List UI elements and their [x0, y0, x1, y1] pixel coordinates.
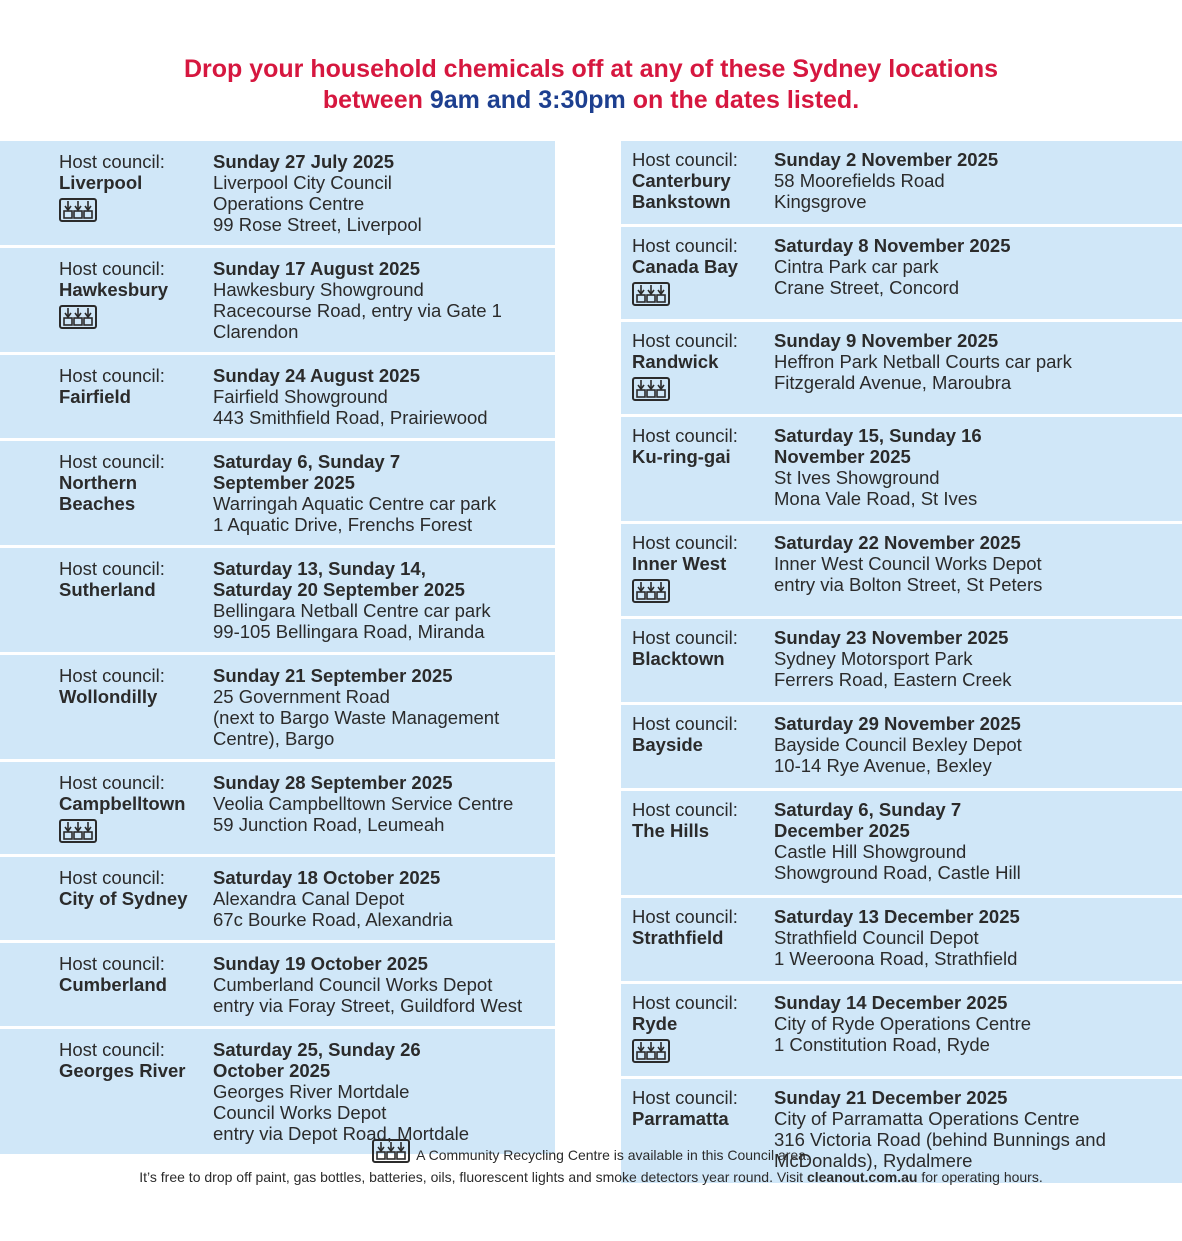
event-address-line: Bellingara Netball Centre car park: [213, 600, 491, 621]
host-council-cell: [59, 665, 209, 707]
council-name: The Hills: [632, 820, 710, 841]
host-council-cell: [59, 772, 209, 844]
council-name: Northern: [59, 472, 138, 493]
host-council-label: Host council:: [59, 451, 165, 472]
community-recycling-centre-icon: [59, 197, 97, 223]
left-column: [0, 141, 555, 1157]
host-council-cell: [59, 365, 209, 407]
host-council-label: Host council:: [632, 906, 738, 927]
council-name: Beaches: [59, 493, 136, 514]
location-row: [0, 655, 555, 762]
event-address-line: 99 Rose Street, Liverpool: [213, 214, 422, 235]
event-date: Saturday 20 September 2025: [213, 579, 465, 600]
event-address-line: Operations Centre: [213, 193, 365, 214]
host-council-cell: [59, 867, 209, 909]
council-name: Fairfield: [59, 386, 131, 407]
event-date: Sunday 9 November 2025: [774, 330, 999, 351]
host-council-label: Host council:: [59, 772, 165, 793]
event-date: Sunday 27 July 2025: [213, 151, 394, 172]
host-council-label: Host council:: [59, 953, 165, 974]
event-details-cell: [774, 425, 1174, 509]
host-council-cell: [59, 1039, 209, 1081]
host-council-cell: [632, 330, 772, 402]
host-council-label: Host council:: [632, 713, 738, 734]
event-address-line: Cumberland Council Works Depot: [213, 974, 493, 995]
council-name: Blacktown: [632, 648, 725, 669]
host-council-cell: [59, 953, 209, 995]
event-details-cell: [213, 867, 549, 930]
event-address-line: Sydney Motorsport Park: [774, 648, 973, 669]
event-details-cell: [774, 992, 1174, 1055]
location-row: [621, 141, 1182, 227]
event-address-line: Crane Street, Concord: [774, 277, 960, 298]
host-council-label: Host council:: [59, 151, 165, 172]
council-name: Ku-ring-gai: [632, 446, 731, 467]
community-recycling-centre-icon: [632, 578, 670, 604]
host-council-cell: [59, 151, 209, 223]
host-council-label: Host council:: [632, 149, 738, 170]
event-details-cell: [213, 953, 549, 1016]
location-row: [621, 898, 1182, 984]
event-date: Saturday 22 November 2025: [774, 532, 1021, 553]
event-address-line: 316 Victoria Road (behind Bunnings and: [774, 1129, 1106, 1150]
host-council-label: Host council:: [632, 1087, 738, 1108]
host-council-cell: [59, 258, 209, 330]
host-council-label: Host council:: [632, 627, 738, 648]
event-date: Sunday 14 December 2025: [774, 992, 1008, 1013]
host-council-label: Host council:: [59, 258, 165, 279]
event-address-line: Centre), Bargo: [213, 728, 335, 749]
event-date: November 2025: [774, 446, 911, 467]
host-council-cell: [632, 799, 772, 841]
event-address-line: Clarendon: [213, 321, 299, 342]
location-row: [621, 791, 1182, 898]
community-recycling-centre-icon: [632, 376, 670, 402]
location-row: [621, 705, 1182, 791]
event-date: Sunday 21 December 2025: [774, 1087, 1008, 1108]
host-council-label: Host council:: [59, 1039, 165, 1060]
event-details-cell: [213, 1039, 549, 1144]
event-date: Saturday 6, Sunday 7: [213, 451, 401, 472]
event-address-line: 1 Aquatic Drive, Frenchs Forest: [213, 514, 473, 535]
heading-line-2-after: on the dates listed.: [625, 86, 860, 114]
community-recycling-centre-icon: [59, 818, 97, 844]
community-recycling-centre-icon: [632, 1038, 670, 1064]
community-recycling-centre-icon: [632, 281, 670, 307]
heading-time: 9am and 3:30pm: [429, 86, 626, 114]
event-date: September 2025: [213, 472, 355, 493]
event-details-cell: [213, 558, 549, 642]
event-date: Sunday 17 August 2025: [213, 258, 420, 279]
page-heading: [0, 54, 1182, 116]
location-row: [621, 417, 1182, 524]
event-address-line: Strathfield Council Depot: [774, 927, 979, 948]
council-name: City of Sydney: [59, 888, 188, 909]
event-address-line: Alexandra Canal Depot: [213, 888, 405, 909]
event-details-cell: [774, 627, 1174, 690]
host-council-cell: [632, 906, 772, 948]
event-address-line: Inner West Council Works Depot: [774, 553, 1042, 574]
event-address-line: Cintra Park car park: [774, 256, 939, 277]
council-name: Liverpool: [59, 172, 143, 193]
council-name: Parramatta: [632, 1108, 729, 1129]
event-date: Sunday 21 September 2025: [213, 665, 453, 686]
event-details-cell: [213, 451, 549, 535]
event-address-line: 25 Government Road: [213, 686, 390, 707]
event-date: Sunday 28 September 2025: [213, 772, 453, 793]
event-address-line: 1 Constitution Road, Ryde: [774, 1034, 990, 1055]
footer-info: [0, 1167, 1182, 1187]
event-date: Saturday 18 October 2025: [213, 867, 441, 888]
event-address-line: 10-14 Rye Avenue, Bexley: [774, 755, 992, 776]
footer-info-after: for operating hours.: [917, 1169, 1043, 1185]
event-date: Saturday 15, Sunday 16: [774, 425, 982, 446]
event-address-line: 59 Junction Road, Leumeah: [213, 814, 445, 835]
event-date: Saturday 6, Sunday 7: [774, 799, 962, 820]
event-address-line: Castle Hill Showground: [774, 841, 967, 862]
event-address-line: Council Works Depot: [213, 1102, 387, 1123]
heading-line-2: [0, 85, 1182, 116]
council-name: Wollondilly: [59, 686, 158, 707]
host-council-cell: [632, 713, 772, 755]
event-address-line: St Ives Showground: [774, 467, 940, 488]
host-council-cell: [632, 235, 772, 307]
event-address-line: Bayside Council Bexley Depot: [774, 734, 1022, 755]
event-address-line: City of Parramatta Operations Centre: [774, 1108, 1080, 1129]
event-details-cell: [774, 906, 1174, 969]
event-details-cell: [774, 713, 1174, 776]
event-address-line: Racecourse Road, entry via Gate 1: [213, 300, 502, 321]
host-council-label: Host council:: [632, 330, 738, 351]
heading-line-2-before: between: [322, 86, 430, 114]
location-row: [0, 943, 555, 1029]
event-details-cell: [213, 365, 549, 428]
event-address-line: 67c Bourke Road, Alexandria: [213, 909, 453, 930]
event-address-line: entry via Foray Street, Guildford West: [213, 995, 523, 1016]
event-address-line: 99-105 Bellingara Road, Miranda: [213, 621, 485, 642]
community-recycling-centre-icon: [59, 304, 97, 330]
host-council-label: Host council:: [59, 867, 165, 888]
event-address-line: Fitzgerald Avenue, Maroubra: [774, 372, 1012, 393]
heading-line-1: Drop your household chemicals off at any of these Sydney locations: [183, 55, 999, 83]
host-council-cell: [632, 425, 772, 467]
right-column: [621, 141, 1182, 1186]
host-council-cell: [632, 627, 772, 669]
event-address-line: Showground Road, Castle Hill: [774, 862, 1021, 883]
council-name: Cumberland: [59, 974, 167, 995]
event-date: Saturday 8 November 2025: [774, 235, 1011, 256]
event-address-line: entry via Bolton Street, St Peters: [774, 574, 1043, 595]
location-row: [0, 441, 555, 548]
footer-crc-note: [0, 1139, 1182, 1168]
event-date: October 2025: [213, 1060, 331, 1081]
location-row: [0, 141, 555, 248]
event-date: Saturday 25, Sunday 26: [213, 1039, 421, 1060]
host-council-cell: [632, 149, 772, 212]
host-council-label: Host council:: [632, 992, 738, 1013]
event-address-line: City of Ryde Operations Centre: [774, 1013, 1032, 1034]
event-details-cell: [774, 235, 1174, 298]
event-address-line: Liverpool City Council: [213, 172, 392, 193]
event-date: Saturday 13, Sunday 14,: [213, 558, 426, 579]
event-details-cell: [774, 330, 1174, 393]
council-name: Inner West: [632, 553, 727, 574]
event-date: Saturday 13 December 2025: [774, 906, 1020, 927]
council-name: Georges River: [59, 1060, 186, 1081]
council-name: Ryde: [632, 1013, 678, 1034]
event-date: December 2025: [774, 820, 910, 841]
footer-link[interactable]: cleanout.com.au: [806, 1169, 918, 1185]
location-row: [0, 355, 555, 441]
host-council-cell: [632, 532, 772, 604]
event-address-line: entry via Depot Road, Mortdale: [213, 1123, 470, 1144]
council-name: Randwick: [632, 351, 719, 372]
event-date: Sunday 19 October 2025: [213, 953, 428, 974]
host-council-label: Host council:: [632, 425, 738, 446]
event-address-line: Veolia Campbelltown Service Centre: [213, 793, 514, 814]
footer-info-before: It’s free to drop off paint, gas bottles, batteries, oils, fluorescent lights and smoke detectors year round. Visit: [139, 1169, 807, 1185]
host-council-cell: [59, 451, 209, 514]
event-date: Sunday 2 November 2025: [774, 149, 999, 170]
location-row: [621, 524, 1182, 619]
event-address-line: Fairfield Showground: [213, 386, 388, 407]
council-name: Strathfield: [632, 927, 724, 948]
host-council-cell: [632, 992, 772, 1064]
host-council-label: Host council:: [632, 532, 738, 553]
event-date: Saturday 29 November 2025: [774, 713, 1021, 734]
event-details-cell: [213, 772, 549, 835]
council-name: Canada Bay: [632, 256, 738, 277]
event-address-line: 443 Smithfield Road, Prairiewood: [213, 407, 488, 428]
event-address-line: Warringah Aquatic Centre car park: [213, 493, 497, 514]
event-address-line: McDonalds), Rydalmere: [774, 1150, 973, 1171]
event-details-cell: [774, 532, 1174, 595]
location-row: [0, 857, 555, 943]
event-address-line: Kingsgrove: [774, 191, 867, 212]
host-council-cell: [632, 1087, 772, 1129]
event-address-line: (next to Bargo Waste Management: [213, 707, 500, 728]
location-row: [0, 762, 555, 857]
council-name: Campbelltown: [59, 793, 186, 814]
event-details-cell: [213, 665, 549, 749]
footer-crc-text: A Community Recycling Centre is available in this Council area.: [416, 1147, 810, 1163]
location-row: [0, 1029, 555, 1157]
council-name: Hawkesbury: [59, 279, 168, 300]
council-name: Sutherland: [59, 579, 156, 600]
location-row: [621, 984, 1182, 1079]
event-date: Sunday 24 August 2025: [213, 365, 420, 386]
council-name: Bankstown: [632, 191, 731, 212]
host-council-label: Host council:: [59, 365, 165, 386]
event-details-cell: [774, 799, 1174, 883]
host-council-label: Host council:: [632, 235, 738, 256]
event-address-line: 58 Moorefields Road: [774, 170, 945, 191]
event-address-line: Heffron Park Netball Courts car park: [774, 351, 1072, 372]
event-address-line: Hawkesbury Showground: [213, 279, 424, 300]
location-row: [0, 548, 555, 655]
event-address-line: Ferrers Road, Eastern Creek: [774, 669, 1012, 690]
event-details-cell: [213, 258, 549, 342]
host-council-label: Host council:: [632, 799, 738, 820]
host-council-label: Host council:: [59, 665, 165, 686]
location-row: [621, 619, 1182, 705]
council-name: Canterbury: [632, 170, 731, 191]
location-row: [621, 227, 1182, 322]
host-council-label: Host council:: [59, 558, 165, 579]
event-date: Sunday 23 November 2025: [774, 627, 1009, 648]
event-address-line: Georges River Mortdale: [213, 1081, 410, 1102]
location-row: [621, 322, 1182, 417]
event-details-cell: [774, 149, 1174, 212]
host-council-cell: [59, 558, 209, 600]
location-row: [0, 248, 555, 355]
event-address-line: 1 Weeroona Road, Strathfield: [774, 948, 1018, 969]
council-name: Bayside: [632, 734, 703, 755]
event-details-cell: [213, 151, 549, 235]
community-recycling-centre-icon: [372, 1139, 410, 1163]
event-address-line: Mona Vale Road, St Ives: [774, 488, 978, 509]
